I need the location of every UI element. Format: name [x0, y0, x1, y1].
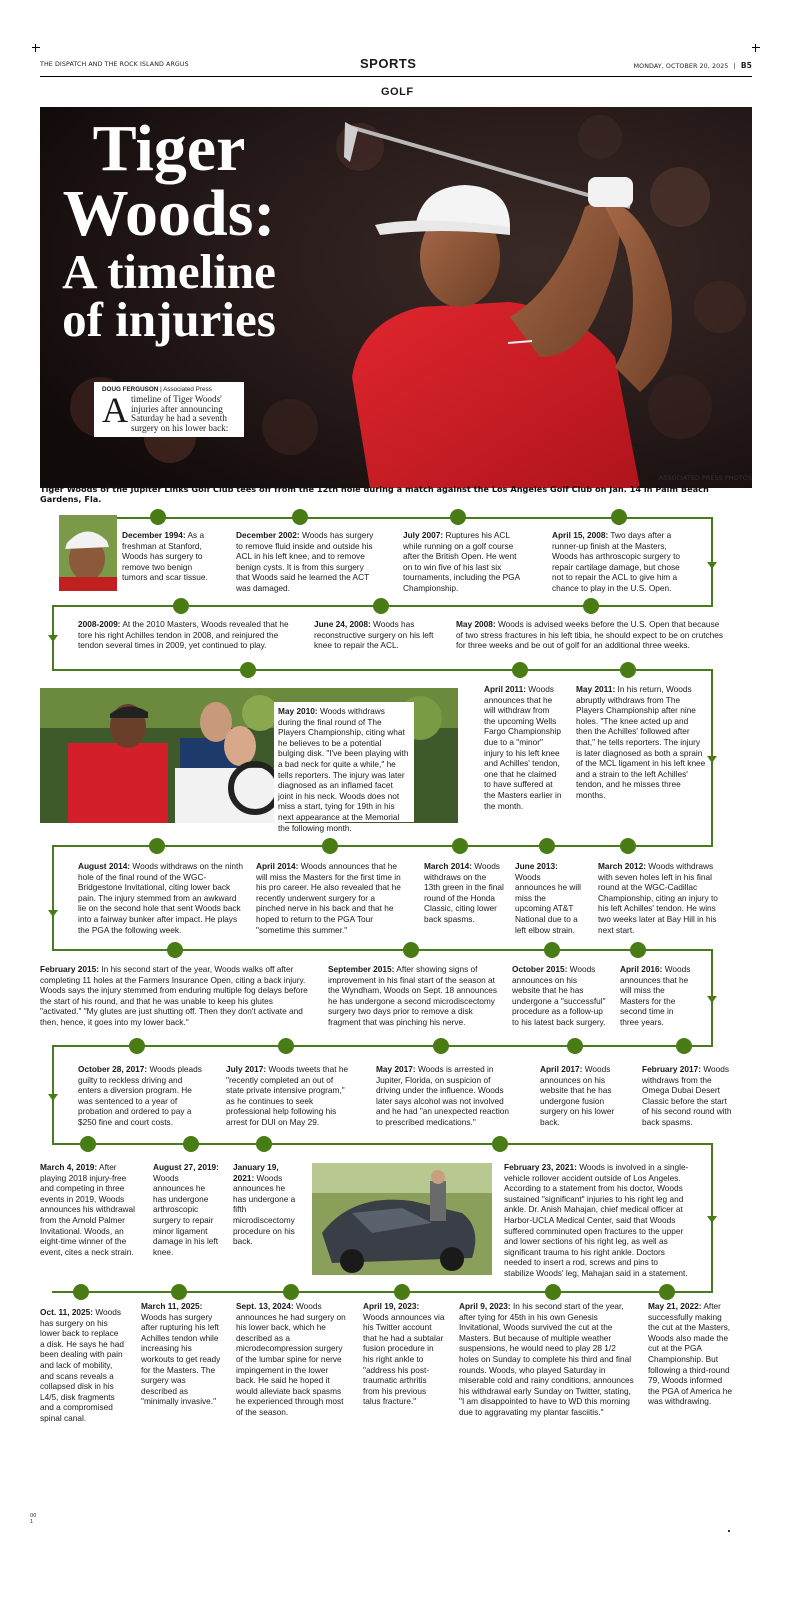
timeline-dot — [322, 838, 338, 854]
timeline-dot — [173, 598, 189, 614]
timeline-dot — [583, 598, 599, 614]
timeline-dot — [620, 838, 636, 854]
timeline-dot — [73, 1284, 89, 1300]
accident-photo — [312, 1163, 492, 1275]
timeline-dot — [149, 838, 165, 854]
timeline-arrow — [48, 910, 58, 917]
timeline-arrow — [707, 1216, 717, 1223]
byline-org: Associated Press — [163, 386, 212, 393]
timeline-arrow — [707, 756, 717, 763]
event-jun-2008: June 24, 2008: Woods has reconstructive surgery on his left knee to repair the ACL. — [314, 619, 434, 651]
timeline-dot — [450, 509, 466, 525]
event-oct-2025: Oct. 11, 2025: Woods has surgery on his lower back to replace a disk. He says he had been dealing with pain and lack of mobility, and scans reveals a collapsed disk in his L4/5, disk fragments and a compromised spinal canal. — [40, 1307, 124, 1423]
event-apr-2016: April 2016: Woods announces that he will miss the Masters for the second time in three years. — [620, 964, 691, 1027]
byline-name: DOUG FERGUSON — [102, 386, 159, 393]
timeline-dot — [256, 1136, 272, 1152]
timeline-dot — [544, 942, 560, 958]
timeline-dot — [567, 1038, 583, 1054]
timeline-line-r4-down — [52, 845, 54, 951]
event-mar-2012: March 2012: Woods withdraws with seven holes left in his final round at the WGC-Cadillac Championship, citing an injury to his left Achilles' tendon. He wins two weeks later at Bay Hill in his next start. — [598, 861, 718, 935]
timeline-dot — [292, 509, 308, 525]
event-sep-2015: September 2015: After showing signs of improvement in his final start of the season at the Wyndham, Woods on Sept. 18 announces he has undergone a second microdiscectomy surgery two days prior to remove a disk fragment that was pinching his nerve. — [328, 964, 498, 1027]
event-feb-2021: February 23, 2021: Woods is involved in a single-vehicle rollover accident outside of Los Angeles. According to a statement from his doctor, Woods sustained "significant" injuries to his right leg and ankle. Dr. Anish Mahajan, chief medical officer at Harbor-UCLA Medical Center, said that Woods suffered comminuted open fractures to the upper and lower sections of his right leg, as well as significant trauma to his right ankle. Doctors needed to insert a rod, screws and pins to stabilize Woods' leg, Mahajan said in a statement. — [504, 1162, 689, 1278]
event-aug-2019: August 27, 2019: Woods announces he has undergone arthroscopic surgery to repair minor ligament damage in his left knee. — [153, 1162, 219, 1257]
timeline-dot — [630, 942, 646, 958]
footer-code: 00 1 — [30, 1513, 37, 1525]
timeline-dot — [150, 509, 166, 525]
event-may-2010-text: Woods withdraws during the final round of The Players Championship, citing what he believes to be a potential bulging disk. "I've been playing with a bad neck for quite a while," he tells reporters. The injury was later diagnosed as an inflamed facet joint in his neck. Woods does not miss a start, tying for 19th in his next appearance at the Memorial the following month. — [278, 706, 409, 833]
event-apr-2017: April 2017: Woods announces on his website that he has undergone fusion surgery on his lower back. — [540, 1064, 615, 1127]
date-text: MONDAY, OCTOBER 20, 2025 — [633, 63, 729, 70]
timeline-line-r7 — [52, 1143, 713, 1145]
timeline-dot — [492, 1136, 508, 1152]
event-dec-2002: December 2002: Woods has surgery to remove fluid inside and outside his ACL in his left knee, and to remove benign cysts. It is from this surgery that Woods said he learned the ACT was damaged. — [236, 530, 374, 593]
timeline-dot — [167, 942, 183, 958]
timeline-arrow — [48, 635, 58, 642]
event-may-2010-date: May 2010: — [278, 706, 318, 716]
timeline-dot — [545, 1284, 561, 1300]
timeline-line-r6 — [52, 1045, 713, 1047]
timeline-dot — [278, 1038, 294, 1054]
byline-box: DOUG FERGUSON | Associated Press A timeline of Tiger Woods' injuries after announcing Saturday he had a seventh surgery on his lower back: — [94, 382, 244, 437]
event-oct-2017: October 28, 2017: Woods pleads guilty to reckless driving and enters a diversion program. He was sentenced to a year of probation and ordered to pay a $250 fine and court costs. — [78, 1064, 202, 1127]
headline-line-2: Woods: — [62, 176, 276, 250]
young-tiger-illustration — [59, 515, 117, 591]
players-championship-photo — [40, 688, 458, 833]
timeline-line-r3 — [52, 669, 713, 671]
subsection-title: GOLF — [381, 86, 414, 98]
timeline-dot — [171, 1284, 187, 1300]
headline-line-3: A timeline — [62, 244, 276, 300]
timeline-dot — [240, 662, 256, 678]
page-date: MONDAY, OCTOBER 20, 2025 | B5 — [633, 61, 752, 70]
drop-cap: A — [102, 390, 128, 430]
headline — [40, 112, 298, 348]
event-apr-2008: April 15, 2008: Two days after a runner-up finish at the Masters, Woods has arthroscopic surgery to repair cartilage damage, but chose not to repair the ACL to give him a chance to play in the U.S. Open. — [552, 530, 681, 593]
timeline-dot — [283, 1284, 299, 1300]
event-may-2008: May 2008: Woods is advised weeks before the U.S. Open that because of two stress fractures in his left tibia, he should expect to be on crutches for three weeks and be out of golf for an additional three weeks. — [456, 619, 724, 651]
event-mar-2025: March 11, 2025: Woods has surgery after rupturing his left Achilles tendon while increasing his workouts to get ready for the Masters. The surgery was described as "minimally invasive." — [141, 1301, 221, 1407]
event-may-2022: May 21, 2022: After successfully making the cut at the Masters, Woods also made the cut at the PGA Championship. But following a third-round 79, Woods informed the PGA of America he was withdrawing. — [648, 1301, 732, 1407]
timeline-dot — [452, 838, 468, 854]
event-2008-2009: 2008-2009: At the 2010 Masters, Woods revealed that he tore his right Achilles tendon in 2008, and reinjured the tendon several times in 2009, yet continued to play. — [78, 619, 289, 651]
event-apr-2014: April 2014: Woods announces that he will miss the Masters for the first time in his pro career. He also revealed that he recently underwent surgery for a pinched nerve in his back and that he hoped to return to the PGA Tour "sometime this summer." — [256, 861, 401, 935]
timeline-dot — [539, 838, 555, 854]
timeline-dot — [80, 1136, 96, 1152]
headline-line-1: Tiger — [92, 112, 246, 185]
timeline-dot — [620, 662, 636, 678]
event-apr-2011: April 2011: Woods announces that he will withdraw from the upcoming Wells Fargo Championship due to a "minor" injury to his left knee and Achilles' tendon, one that he claimed to have suffered at the Masters earlier in the month. — [484, 684, 562, 811]
page-number: B5 — [740, 61, 752, 70]
event-aug-2014: August 2014: Woods withdraws on the ninth hole of the final round of the WGC-Bridgestone Invitational, citing lower back pain. The injury stemmed from an awkward lie on the second hole that sent Woods back into a fairway bunker after impact. He plays the PGA the following week. — [78, 861, 243, 935]
event-jul-2007: July 2007: Ruptures his ACL while running on a golf course after the British Open. He went on to win five of his last six tournaments, including the PGA Championship. — [403, 530, 520, 593]
section-title: SPORTS — [360, 56, 417, 71]
timeline-dot — [611, 509, 627, 525]
hero-photo — [40, 107, 752, 488]
photo-caption: Tiger Woods of the Jupiter Links Golf Club tees off from the 12th hole during a match against the Los Angeles Golf Club on Jan. 14 in Palm Beach Gardens, Fla. — [40, 484, 709, 504]
event-jan-2021: January 19, 2021: Woods announces he has undergone a fifth microdiscectomy procedure on his back. — [233, 1162, 296, 1247]
timeline-line-r5 — [52, 949, 713, 951]
event-feb-2015: February 2015: In his second start of the year, Woods walks off after completing 11 holes at the Farmers Insurance Open, citing a back injury. Woods says the injury stemmed from enduring multiple fog delays before the start of his round, and that he was unable to keep his glutes "activated." "My glutes are just shutting off. Then they don't activate and then, hence, it goes into my lower back." — [40, 964, 308, 1027]
event-feb-2017: February 2017: Woods withdraws from the Omega Dubai Desert Classic before the start of his second round with back spasms. — [642, 1064, 732, 1127]
timeline-dot — [373, 598, 389, 614]
footer-dot — [728, 1530, 730, 1532]
stanford-photo — [59, 515, 117, 591]
timeline-dot — [512, 662, 528, 678]
lead-text: timeline of Tiger Woods' injuries after announcing Saturday he had a seventh surgery on his lower back: — [131, 394, 229, 433]
event-mar-2019: March 4, 2019: After playing 2018 injury-free and competing in three events in 2019, Woods announces his withdrawal from the Arnold Palmer Invitational. Woods, an eight-time winner of the event, cites a neck strain. — [40, 1162, 136, 1257]
photo-credit: ASSOCIATED PRESS PHOTOS — [658, 474, 752, 482]
event-apr-19-2023: April 19, 2023: Woods announces via his Twitter account that he had a subtalar fusion procedure in his right ankle to "address his post-traumatic arthritis from his previous talus fracture." — [363, 1301, 445, 1407]
event-jun-2013: June 2013: Woods announces he will miss the upcoming AT&T National due to a left elbow strain. — [515, 861, 581, 935]
paper-name: THE DISPATCH AND THE ROCK ISLAND ARGUS — [40, 61, 189, 68]
timeline-dot — [433, 1038, 449, 1054]
wrecked-car-illustration — [312, 1163, 492, 1275]
crop-mark-left — [32, 44, 40, 52]
timeline-dot — [183, 1136, 199, 1152]
timeline-dot — [403, 942, 419, 958]
event-mar-2014: March 2014: Woods withdraws on the 13th green in the final round of the Honda Classic, citing lower back spasms. — [424, 861, 504, 924]
event-sep-2024: Sept. 13, 2024: Woods announces he had surgery on his lower back, which he described as a microdecompression surgery of the lumbar spine for nerve impingement in the lower back. He said he hoped it would alleviate back spasms he experienced through most of the season. — [236, 1301, 346, 1417]
event-dec-1994: December 1994: As a freshman at Stanford, Woods has surgery to remove two benign tumors and scar tissue. — [122, 530, 208, 583]
timeline-arrow — [707, 562, 717, 569]
header-rule — [40, 76, 752, 77]
event-oct-2015: October 2015: Woods announces on his website that he has undergone a "successful" procedure as a follow-up to his latest back surgery. — [512, 964, 606, 1027]
timeline-line-r8 — [52, 1291, 713, 1293]
event-jul-2017: July 2017: Woods tweets that he "recently completed an out of state private intensive program," as he continues to seek professional help following his arrest for DUI on May 29. — [226, 1064, 349, 1127]
headline-line-4: of injuries — [62, 292, 276, 348]
timeline-dot — [659, 1284, 675, 1300]
timeline-dot — [394, 1284, 410, 1300]
timeline-arrow — [707, 996, 717, 1003]
timeline-dot — [676, 1038, 692, 1054]
crop-mark-right — [752, 44, 760, 52]
event-may-2011: May 2011: In his return, Woods abruptly withdraws from The Players Championship after nine holes. "The knee acted up and then the Achilles' followed after that," he tells reporters. The injury is later diagnosed as both a sprain of the MCL ligament in his left knee and a strain to the left Achilles' tendon, and he misses three months. — [576, 684, 706, 800]
may-2010-box — [274, 702, 414, 833]
timeline-arrow — [48, 1094, 58, 1101]
event-may-2017: May 2017: Woods is arrested in Jupiter, Florida, on suspicion of driving under the influence. Woods later says alcohol was not involved and he had "an unexpected reaction to prescribed medications." — [376, 1064, 510, 1127]
event-apr-9-2023: April 9, 2023: In his second start of the year, after tying for 45th in his own Genesis Invitational, Woods survived the cut at the Masters. But because of multiple weather suspensions, he would need to play 28 1/2 holes on Sunday to complete his third and final rounds. Woods, who played Saturday in miserable cold and rainy conditions, announces his withdrawal early Sunday on Twitter, stating, "I am disappointed to have to WD this morning due to aggravating my plantar fasciitis." — [459, 1301, 634, 1417]
timeline-dot — [129, 1038, 145, 1054]
